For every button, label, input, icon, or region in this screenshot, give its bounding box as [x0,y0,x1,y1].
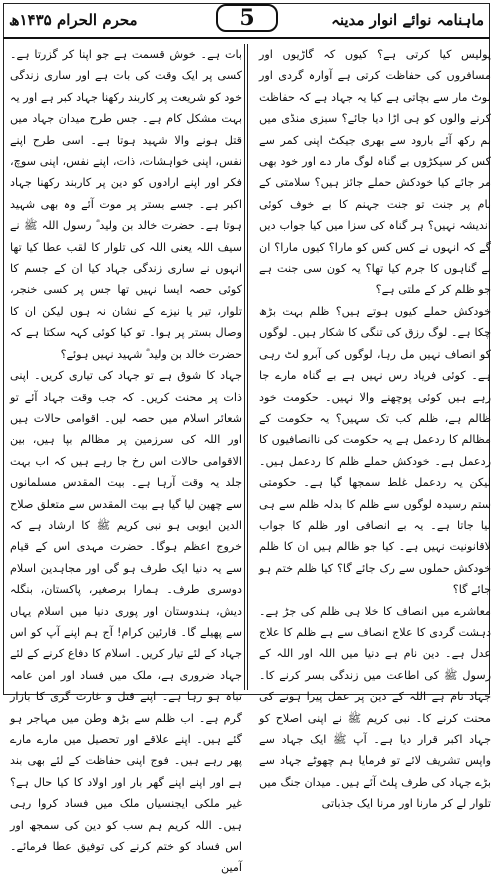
page-number: 5 [216,4,278,32]
paragraph: پولیس کیا کرتی ہے؟ کیوں کہ گاڑیوں اور مسافروں کی حفاظت کرتی ہے آوارہ گردی اور لوٹ مار سے بچاتی ہے کیا یہ جہاد ہے کہ حفاظت کرنے والوں کو ہی اڑا دیا جائے؟ سبزی منڈی میں بم رکھ آئے بارود سے بھری جیکٹ اپنی کمر سے کس کر سیکڑوں بے گناہ لوگ مار دے اور خود بھی مر جائے کیا خودکش حملے جائز ہیں؟ سلامتی کے نام پر جنت تو جنت جہنم کا بے خوف کوئی اندیشہ نہیں؟ ہر گناہ کی سزا میں کیا جواب دیں گے کہ انہوں نے کس کس کو مارا؟ کیوں مارا؟ ان بے گناہوں کا جرم کیا تھا؟ یہ کون سی جنت ہے جو ظلم کر کے ملتی ہے؟ [259,48,491,297]
article-body [6,44,491,875]
right-column [259,44,491,811]
paragraph: خودکش حملے کیوں ہوتے ہیں؟ ظلم بہت بڑھ چکا ہے۔ لوگ رزق کی تنگی کا شکار ہیں۔ لوگوں کو انصاف نہیں مل رہا، لوگوں کی آبرو لٹ رہی ہے۔ کوئی فریاد رس نہیں ہے بے گناہ مارے جا رہے ہیں کوئی پوچھنے والا نہیں۔ حکومت خود ظالم ہے، ظلم کب تک سہیں؟ یہ حکومت کے مظالم کا ردعمل ہے یہ حکومت کی ناانصافیوں کا ردعمل ہے۔ خودکش حملے ظلم کا ردعمل ہیں۔ لیکن یہ ردعمل غلط سمجھا گیا ہے۔ حکومتی ستم رسیدہ لوگوں سے ظلم کا بدلہ ظلم سے ہی لیا جاتا ہے۔ یہ بے انصافی اور ظلم کا جواب لاقانونیت نہیں ہے۔ کیا جو ظالم ہیں ان کا ظلم خودکش حملوں سے رک جائے گا؟ کیا ظلم ختم ہو جائے گا؟ [259,304,491,597]
paragraph: معاشرے میں انصاف کا خلا ہی ظلم کی جڑ ہے۔ دہشت گردی کا علاج انصاف سے ہے ظلم کا علاج عدل ہے۔ دین نام ہے دنیا میں اللہ اور اللہ کے رسول ﷺ کی اطاعت میں زندگی بسر کرنے کا۔ جہاد نام ہے اللہ کے دین پر عمل پیرا ہونے کی محنت کرنے کا۔ نبی کریم ﷺ نے اپنی اصلاح کو جہاد اکبر قرار دیا ہے۔ آپ ﷺ ایک جہاد سے واپس تشریف لائے تو فرمایا ہم چھوٹے جہاد سے بڑے جہاد کی طرف پلٹ آئے ہیں۔ میدان جنگ میں تلوار لے کر مارنا اور مرنا ایک جذباتی [259,604,491,811]
left-column [10,44,242,875]
paragraph: بات ہے۔ خوش قسمت ہے جو اپنا کر گزرتا ہے۔ کسی پر ایک وقت کی بات ہے اور ساری زندگی خود کو شریعت پر کاربند رکھنا جہاد کبر ہے اور یہ بہت مشکل کام ہے۔ جس طرح میدان جہاد میں قتل ہونے والا شہید ہوتا ہے۔ اسی طرح اپنے نفس، اپنی خواہشات، ذات، اپنے نفس، اپنی سوچ، فکر اور اپنے ارادوں کو دین پر کاربند رکھنا جہاد اکبر ہے۔ جسے بستر پر موت آئے وہ بھی شہید ہوتا ہے۔ حضرت خالد بن ولید ؓ رسول اللہ ﷺ نے سیف اللہ یعنی اللہ کی تلوار کا لقب عطا کیا تھا انہوں نے ساری زندگی جہاد کیا ان کے جسم کا کوئی حصہ ایسا نہیں تھا جس پر کسی خنجر، تلوار، تیر یا نیزے کے نشان نہ ہوں لیکن ان کا وصال بستر پر ہوا۔ تو کیا کوئی کہہ سکتا ہے کہ حضرت خالد بن ولید ؓ شہید نہیں ہوئے؟ [10,48,242,361]
paragraph: جہاد کا شوق ہے تو جہاد کی تیاری کریں۔ اپنی ذات پر محنت کریں۔ کہ جب وقت جہاد آئے تو شعائر اسلام میں حصہ لیں۔ اقوامی حالات ہیں اور اللہ کی سرزمین پر مظالم بپا ہیں، بین الاقوامی حالات اس رخ جا رہے ہیں کہ اب بہت جلد یہ وقت آرہا ہے۔ بیت المقدس مسلمانوں سے چھین لیا گیا ہے بیت المقدس سے متعلق صلاح الدین ایوبی ہو نبی کریم ﷺ کا ارشاد ہے کہ خروج اعظم ہوگا۔ حضرت مہدی اس کے قیام سے یہ دنیا ایک طرف ہو گی اور مجاہدین اسلام دوسری طرف۔ ہمارا برصغیر، پاکستان، بنگلہ دیش، ہندوستان اور پوری دنیا میں اسلام یہاں سے پھیلے گا۔ قارئین کرام! آج ہم اپنے آپ کو اس جہاد کے لئے تیار کریں۔ اسلام کا دفاع کرنے کے لئے جہاد ضروری ہے، ملک میں فساد اور امن عامہ تباہ ہو رہا ہے۔ اپنے قتل و غارت گری کا بازار گرم ہے۔ اب ظلم سے بڑھ وطن میں مہاجر ہو گئے ہیں۔ اپنے علاقے اور تحصیل میں مارے مارے پھر رہے ہیں۔ فوج اپنی حفاظت کے لئے بھی بند ہے اور اپنے اپنے گھر بار اور اولاد کا کیا حال ہے؟ غیر ملکی ایجنسیاں ملک میں فساد کروا رہی ہیں۔ اللہ کریم ہم سب کو دین کی سمجھ اور اس فساد کو ختم کرنے کی توفیق عطا فرمائے۔ آمین [10,369,242,875]
issue-date: محرم الحرام ۱۴۳۵ھ [9,11,138,29]
magazine-name: ماہنامہ نوائے انوار مدینہ [331,11,484,29]
